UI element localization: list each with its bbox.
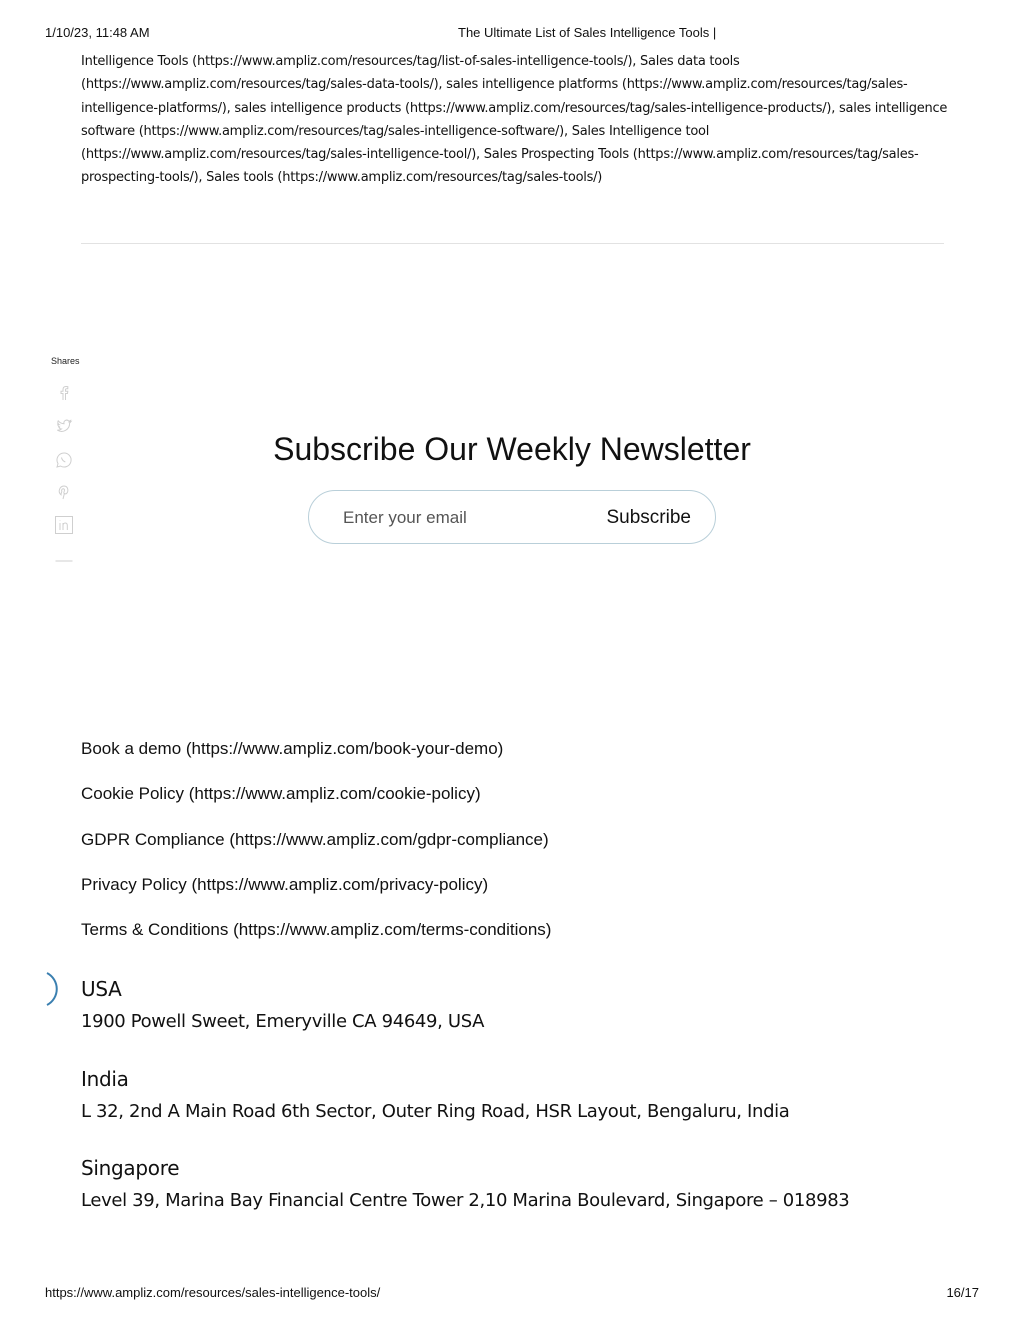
subscribe-form [308,490,716,544]
footer-link-book-demo[interactable]: Book a demo (https://www.ampliz.com/book-your-demo) [81,739,504,758]
tags-line[interactable]: (https://www.ampliz.com/resources/tag/sales-intelligence-tool/), Sales Prospecting Tools (https://www.ampliz.com/resources/tag/sales- [81,147,919,163]
print-page-title: The Ultimate List of Sales Intelligence Tools | [458,25,717,40]
linkedin-icon[interactable] [54,515,74,535]
office-address: Level 39, Marina Bay Financial Centre Tower 2,10 Marina Boulevard, Singapore – 018983 [81,1190,850,1211]
office-name: Singapore [81,1156,180,1180]
email-input[interactable] [341,503,585,533]
footer-link-privacy-policy[interactable]: Privacy Policy (https://www.ampliz.com/privacy-policy) [81,874,489,894]
office-india [81,1065,849,1155]
tags-line[interactable]: Intelligence Tools (https://www.ampliz.com/resources/tag/list-of-sales-intelligence-tools/), Sales data tools [81,54,740,69]
print-date: 1/10/23, 11:48 AM [45,25,150,40]
print-url: https://www.ampliz.com/resources/sales-intelligence-tools/ [45,1285,381,1300]
shares-label: Shares [51,356,80,366]
footer-link-gdpr[interactable]: GDPR Compliance (https://www.ampliz.com/gdpr-compliance) [81,829,549,849]
loading-spinner-icon [44,970,60,1008]
footer-link-terms[interactable]: Terms & Conditions (https://www.ampliz.com/terms-conditions) [81,920,552,940]
office-address: 1900 Powell Sweet, Emeryville CA 94649, USA [81,1011,485,1032]
pinterest-icon[interactable] [54,482,74,502]
footer-link-cookie-policy[interactable]: Cookie Policy (https://www.ampliz.com/cookie-policy) [81,784,481,804]
tags-line[interactable]: intelligence-platforms/), sales intelligence products (https://www.ampliz.com/resources/tag/sales-intelligence-products/), sales intelligence [81,100,948,116]
tags-line[interactable]: prospecting-tools/), Sales tools (https://www.ampliz.com/resources/tag/sales-tools/) [81,170,603,186]
office-addresses [81,975,849,1244]
office-singapore [81,1154,849,1244]
print-page-number: 16/17 [946,1285,979,1300]
office-name: India [81,1066,129,1091]
newsletter-title: Subscribe Our Weekly Newsletter [273,431,751,467]
tags-paragraph [81,50,947,190]
footer-links [81,737,551,963]
office-usa [81,975,849,1065]
tags-line[interactable]: software (https://www.ampliz.com/resources/tag/sales-intelligence-software/), Sales Intelligence tool [81,123,710,139]
office-name: USA [81,977,122,1001]
facebook-icon[interactable] [54,383,74,403]
section-divider [81,243,944,244]
office-address: L 32, 2nd A Main Road 6th Sector, Outer Ring Road, HSR Layout, Bengaluru, India [81,1100,790,1122]
email-icon[interactable] [54,548,74,568]
subscribe-button[interactable]: Subscribe [607,503,692,533]
tags-line[interactable]: (https://www.ampliz.com/resources/tag/sales-data-tools/), sales intelligence platforms (https://www.ampliz.com/resources/tag/sales- [81,77,908,93]
